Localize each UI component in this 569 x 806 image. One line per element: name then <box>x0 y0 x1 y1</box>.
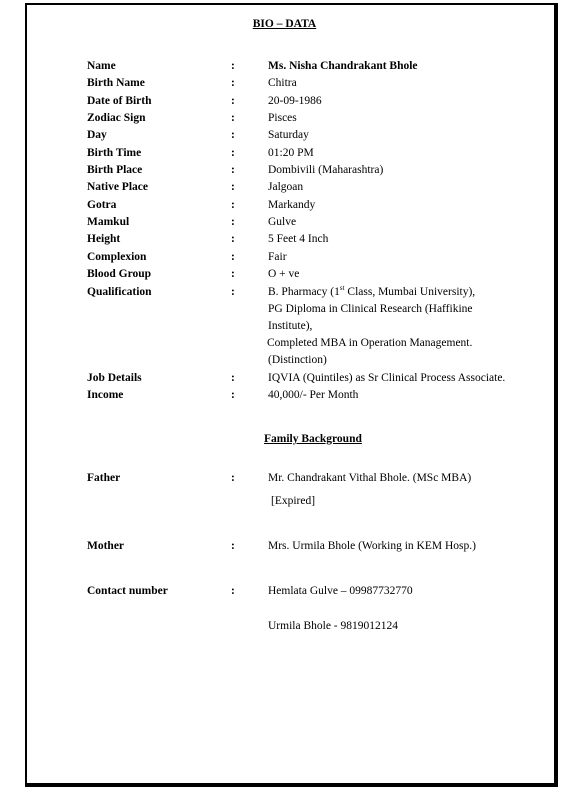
qualification-line: PG Diploma in Clinical Research (Haffikine <box>268 303 473 315</box>
qualification-value <box>268 284 475 369</box>
detail-value: Saturday <box>268 129 309 141</box>
colon: : <box>231 112 235 124</box>
page-title: BIO – DATA <box>252 18 317 30</box>
detail-value: Ms. Nisha Chandrakant Bhole <box>268 60 418 72</box>
colon: : <box>231 181 235 193</box>
detail-label: Blood Group <box>87 268 152 280</box>
detail-value: 01:20 PM <box>268 147 314 159</box>
colon: : <box>231 372 235 384</box>
detail-label: Birth Time <box>87 147 142 159</box>
detail-label: Mamkul <box>87 216 130 228</box>
detail-value: Jalgoan <box>268 181 304 193</box>
colon: : <box>231 199 235 211</box>
family-note: [Expired] <box>271 495 316 507</box>
detail-value: Dombivili (Maharashtra) <box>268 164 384 176</box>
contact-value: Hemlata Gulve – 09987732770 <box>268 585 413 597</box>
colon: : <box>231 268 235 280</box>
detail-value: 40,000/- Per Month <box>268 389 359 401</box>
detail-label: Gotra <box>87 199 117 211</box>
detail-label: Birth Name <box>87 77 145 89</box>
detail-value: IQVIA (Quintiles) as Sr Clinical Process Associate. <box>268 372 506 384</box>
detail-label: Day <box>87 129 107 141</box>
detail-value: O + ve <box>268 268 300 280</box>
colon: : <box>231 129 235 141</box>
detail-label: Name <box>87 60 116 72</box>
contact-label: Contact number <box>87 585 168 597</box>
colon: : <box>231 585 235 597</box>
colon: : <box>231 164 235 176</box>
detail-label: Job Details <box>87 372 142 384</box>
family-heading: Family Background <box>264 433 362 445</box>
detail-label: Height <box>87 233 121 245</box>
detail-value: Gulve <box>268 216 297 228</box>
family-value: Mr. Chandrakant Vithal Bhole. (MSc MBA) <box>268 472 472 484</box>
colon: : <box>231 216 235 228</box>
colon: : <box>231 540 235 552</box>
detail-label: Income <box>87 389 124 401</box>
ordinal-suffix: st <box>339 284 345 293</box>
qualification-line <box>268 284 475 301</box>
detail-label: Date of Birth <box>87 95 152 107</box>
detail-value: Markandy <box>268 199 316 211</box>
detail-label: Zodiac Sign <box>87 112 146 124</box>
detail-value: Fair <box>268 251 287 263</box>
qualification-line: Completed MBA in Operation Management. <box>267 337 473 349</box>
family-label: Mother <box>87 540 125 552</box>
qualification-text: B. Pharmacy (1 <box>268 286 340 298</box>
colon: : <box>231 286 235 298</box>
colon: : <box>231 389 235 401</box>
qualification-text: Class, Mumbai University), <box>344 286 476 298</box>
colon: : <box>231 60 235 72</box>
detail-label: Native Place <box>87 181 148 193</box>
qualification-line: (Distinction) <box>268 354 327 366</box>
colon: : <box>231 147 235 159</box>
family-label: Father <box>87 472 121 484</box>
family-value: Mrs. Urmila Bhole (Working in KEM Hosp.) <box>268 540 476 552</box>
detail-value: Chitra <box>268 77 297 89</box>
colon: : <box>231 233 235 245</box>
detail-label: Complexion <box>87 251 147 263</box>
colon: : <box>231 77 235 89</box>
colon: : <box>231 251 235 263</box>
detail-value: 5 Feet 4 Inch <box>268 233 329 245</box>
detail-label: Qualification <box>87 286 152 298</box>
detail-value: 20-09-1986 <box>268 95 322 107</box>
detail-label: Birth Place <box>87 164 143 176</box>
colon: : <box>231 95 235 107</box>
detail-value: Pisces <box>268 112 297 124</box>
contact-value: Urmila Bhole - 9819012124 <box>268 620 398 632</box>
qualification-line: Institute), <box>268 320 313 332</box>
colon: : <box>231 472 235 484</box>
